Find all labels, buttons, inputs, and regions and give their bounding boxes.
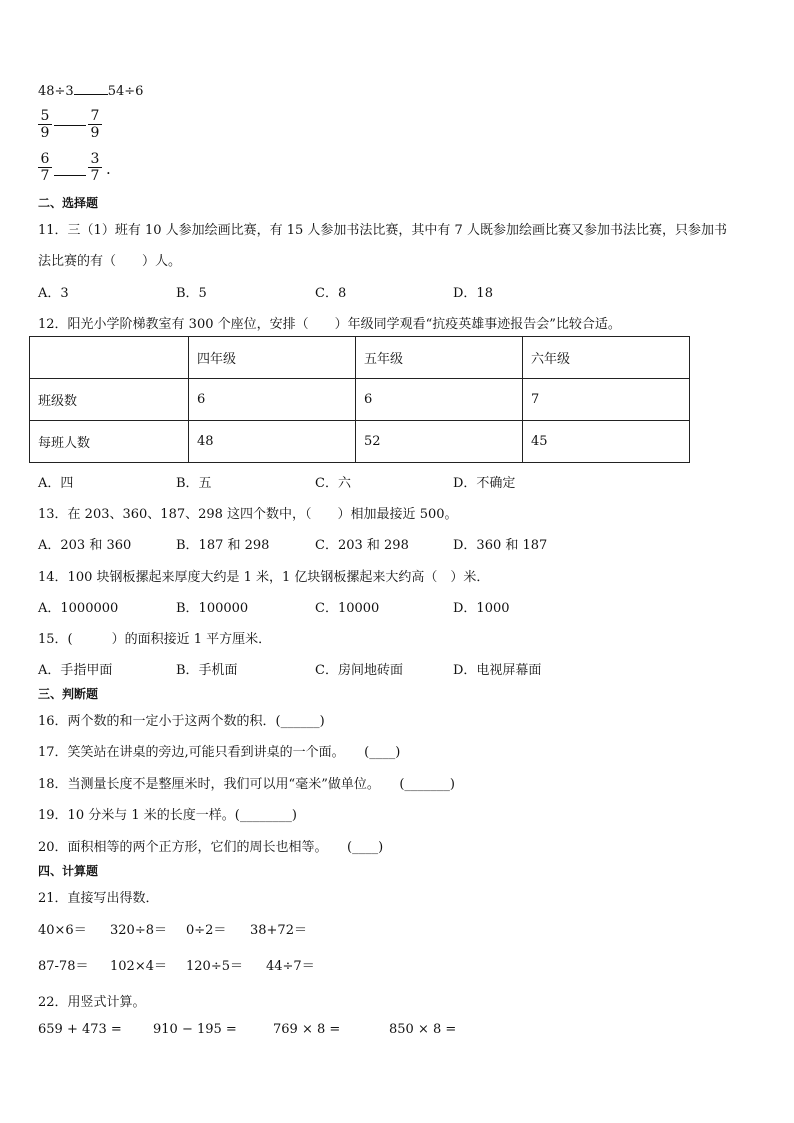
q13-text: 13．在 203、360、187、298 这四个数中，（ ）相加最接近 500。 bbox=[38, 507, 458, 522]
q20-text: 20．面积相等的两个正方形，它们的周长也相等。 (____) bbox=[38, 840, 384, 855]
q22-item: 659 + 473 = bbox=[38, 1022, 122, 1037]
q18-text: 18．当测量长度不是整厘米时，我们可以用“毫米”做单位。 (_______) bbox=[38, 777, 455, 792]
q12-table bbox=[29, 336, 690, 463]
fraction-7-9: $\frac{7}{9}$ bbox=[88, 108, 102, 141]
q21-item: 0÷2＝ bbox=[186, 923, 227, 938]
table-row bbox=[30, 421, 690, 463]
q16-text: 16．两个数的和一定小于这两个数的积．(______) bbox=[38, 714, 325, 729]
table-cell bbox=[30, 337, 189, 379]
table-cell: 45 bbox=[523, 421, 690, 463]
table-cell: 6 bbox=[356, 379, 523, 421]
q12-option-d[interactable]: D．不确定 bbox=[453, 476, 516, 491]
q12-option-b[interactable]: B．五 bbox=[176, 476, 212, 491]
q11-option-c[interactable]: C．8 bbox=[315, 286, 347, 301]
q11-line1: 11．三（1）班有 10 人参加绘画比赛，有 15 人参加书法比赛，其中有 7 人既参加绘画比赛又参加书法比赛，只参加书 bbox=[38, 223, 727, 238]
q21-item: 87-78＝ bbox=[38, 959, 89, 974]
q13-option-b[interactable]: B．187 和 298 bbox=[176, 538, 270, 553]
fraction-3-7: $\frac{3}{7}$ bbox=[88, 151, 102, 184]
q15-option-c[interactable]: C．房间地砖面 bbox=[315, 663, 403, 678]
q12-option-a[interactable]: A．四 bbox=[38, 476, 74, 491]
q11-option-d[interactable]: D．18 bbox=[453, 286, 493, 301]
table-cell: 48 bbox=[189, 421, 356, 463]
compare-left-1: 48÷3 bbox=[38, 84, 74, 99]
q21-item: 102×4＝ bbox=[110, 959, 167, 974]
q21-item: 44÷7＝ bbox=[266, 959, 315, 974]
q12-text: 12．阳光小学阶梯教室有 300 个座位，安排（ ）年级同学观看“抗疫英雄事迹报告会”比较合适。 bbox=[38, 317, 621, 332]
q15-text: 15．( ）的面积接近 1 平方厘米． bbox=[38, 632, 272, 647]
q11-option-a[interactable]: A．3 bbox=[38, 286, 69, 301]
q12-option-c[interactable]: C．六 bbox=[315, 476, 351, 491]
q21-item: 40×6＝ bbox=[38, 923, 87, 938]
q13-option-c[interactable]: C．203 和 298 bbox=[315, 538, 409, 553]
table-cell: 每班人数 bbox=[30, 421, 189, 463]
q14-option-c[interactable]: C．10000 bbox=[315, 601, 380, 616]
section-title-choice: 二、选择题 bbox=[38, 196, 99, 210]
q14-option-b[interactable]: B．100000 bbox=[176, 601, 249, 616]
q13-option-d[interactable]: D．360 和 187 bbox=[453, 538, 548, 553]
q15-option-a[interactable]: A．手指甲面 bbox=[38, 663, 113, 678]
q21-item: 38+72＝ bbox=[250, 923, 307, 938]
q21-item: 320÷8＝ bbox=[110, 923, 167, 938]
q15-option-b[interactable]: B．手机面 bbox=[176, 663, 238, 678]
compare-row-1 bbox=[38, 84, 143, 99]
q11-line2: 法比赛的有（ ）人。 bbox=[38, 254, 182, 269]
q22-text: 22．用竖式计算。 bbox=[38, 995, 146, 1010]
section-title-calc: 四、计算题 bbox=[38, 864, 99, 878]
section-title-judge: 三、判断题 bbox=[38, 687, 99, 701]
q11-option-b[interactable]: B．5 bbox=[176, 286, 207, 301]
table-cell: 6 bbox=[189, 379, 356, 421]
q15-option-d[interactable]: D．电视屏幕面 bbox=[453, 663, 542, 678]
q13-option-a[interactable]: A．203 和 360 bbox=[38, 538, 132, 553]
q14-option-a[interactable]: A．1000000 bbox=[38, 601, 119, 616]
q14-option-d[interactable]: D．1000 bbox=[453, 601, 510, 616]
q21-text: 21．直接写出得数． bbox=[38, 891, 159, 906]
table-row bbox=[30, 379, 690, 421]
table-cell: 班级数 bbox=[30, 379, 189, 421]
table-row bbox=[30, 337, 690, 379]
compare-blank-2[interactable] bbox=[54, 125, 86, 126]
q19-text: 19．10 分米与 1 米的长度一样。(________) bbox=[38, 808, 297, 823]
q17-text: 17．笑笑站在讲桌的旁边,可能只看到讲桌的一个面。 (____) bbox=[38, 745, 401, 760]
fraction-5-9: $\frac{5}{9}$ bbox=[38, 108, 52, 141]
q14-text: 14．100 块钢板摞起来厚度大约是 1 米，1 亿块钢板摞起来大约高（ ）米． bbox=[38, 570, 490, 585]
compare-blank-1[interactable] bbox=[74, 94, 108, 95]
table-cell: 五年级 bbox=[356, 337, 523, 379]
table-cell: 六年级 bbox=[523, 337, 690, 379]
q22-item: 850 × 8 = bbox=[389, 1022, 457, 1037]
q22-item: 910 − 195 = bbox=[153, 1022, 237, 1037]
q21-item: 120÷5＝ bbox=[186, 959, 243, 974]
compare-blank-3[interactable] bbox=[54, 175, 86, 176]
q22-item: 769 × 8 = bbox=[273, 1022, 341, 1037]
table-cell: 四年级 bbox=[189, 337, 356, 379]
fraction-6-7: $\frac{6}{7}$ bbox=[38, 151, 52, 184]
compare-period: . bbox=[106, 160, 111, 178]
table-cell: 52 bbox=[356, 421, 523, 463]
compare-right-1: 54÷6 bbox=[107, 84, 144, 99]
table-cell: 7 bbox=[523, 379, 690, 421]
